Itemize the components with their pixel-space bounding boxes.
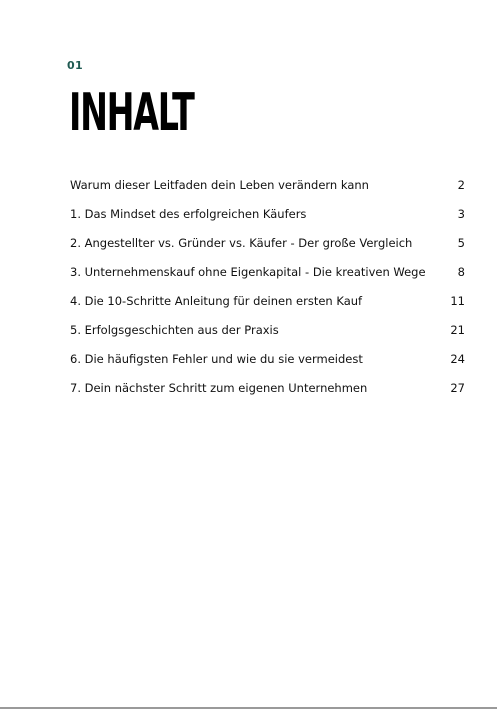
toc-entry-title: 2. Angestellter vs. Gründer vs. Käufer - Der große Vergleich [70,236,413,250]
toc-entry[interactable] [70,287,465,316]
toc-entry-page-number: 5 [457,236,465,250]
toc-entry-page-number: 3 [457,207,465,221]
toc-entry-title: 4. Die 10-Schritte Anleitung für deinen ersten Kauf [70,294,363,308]
toc-entry-title: 6. Die häufigsten Fehler und wie du sie vermeidest [70,352,363,366]
toc-entry[interactable] [70,316,465,345]
toc-entry[interactable] [70,374,465,403]
toc-entry[interactable] [70,258,465,287]
toc-entry-title: 3. Unternehmenskauf ohne Eigenkapital - Die kreativen Wege [70,265,426,279]
toc-entry[interactable] [70,229,465,258]
toc-entry[interactable] [70,345,465,374]
toc-entry-title: 1. Das Mindset des erfolgreichen Käufers [70,207,307,221]
chapter-number: 01 [67,59,83,72]
toc-entry-title: 5. Erfolgsgeschichten aus der Praxis [70,323,279,337]
toc-entry-page-number: 21 [450,323,465,337]
toc-entry-title: Warum dieser Leitfaden dein Leben verändern kann [70,178,369,192]
toc-entry-page-number: 8 [457,265,465,279]
table-of-contents [70,171,465,403]
toc-entry[interactable] [70,200,465,229]
toc-entry[interactable] [70,171,465,200]
toc-entry-page-number: 27 [450,381,465,395]
toc-entry-page-number: 2 [457,178,465,192]
toc-entry-page-number: 11 [450,294,465,308]
page-title: INHALT [69,83,194,143]
toc-entry-title: 7. Dein nächster Schritt zum eigenen Unternehmen [70,381,368,395]
toc-entry-page-number: 24 [450,352,465,366]
